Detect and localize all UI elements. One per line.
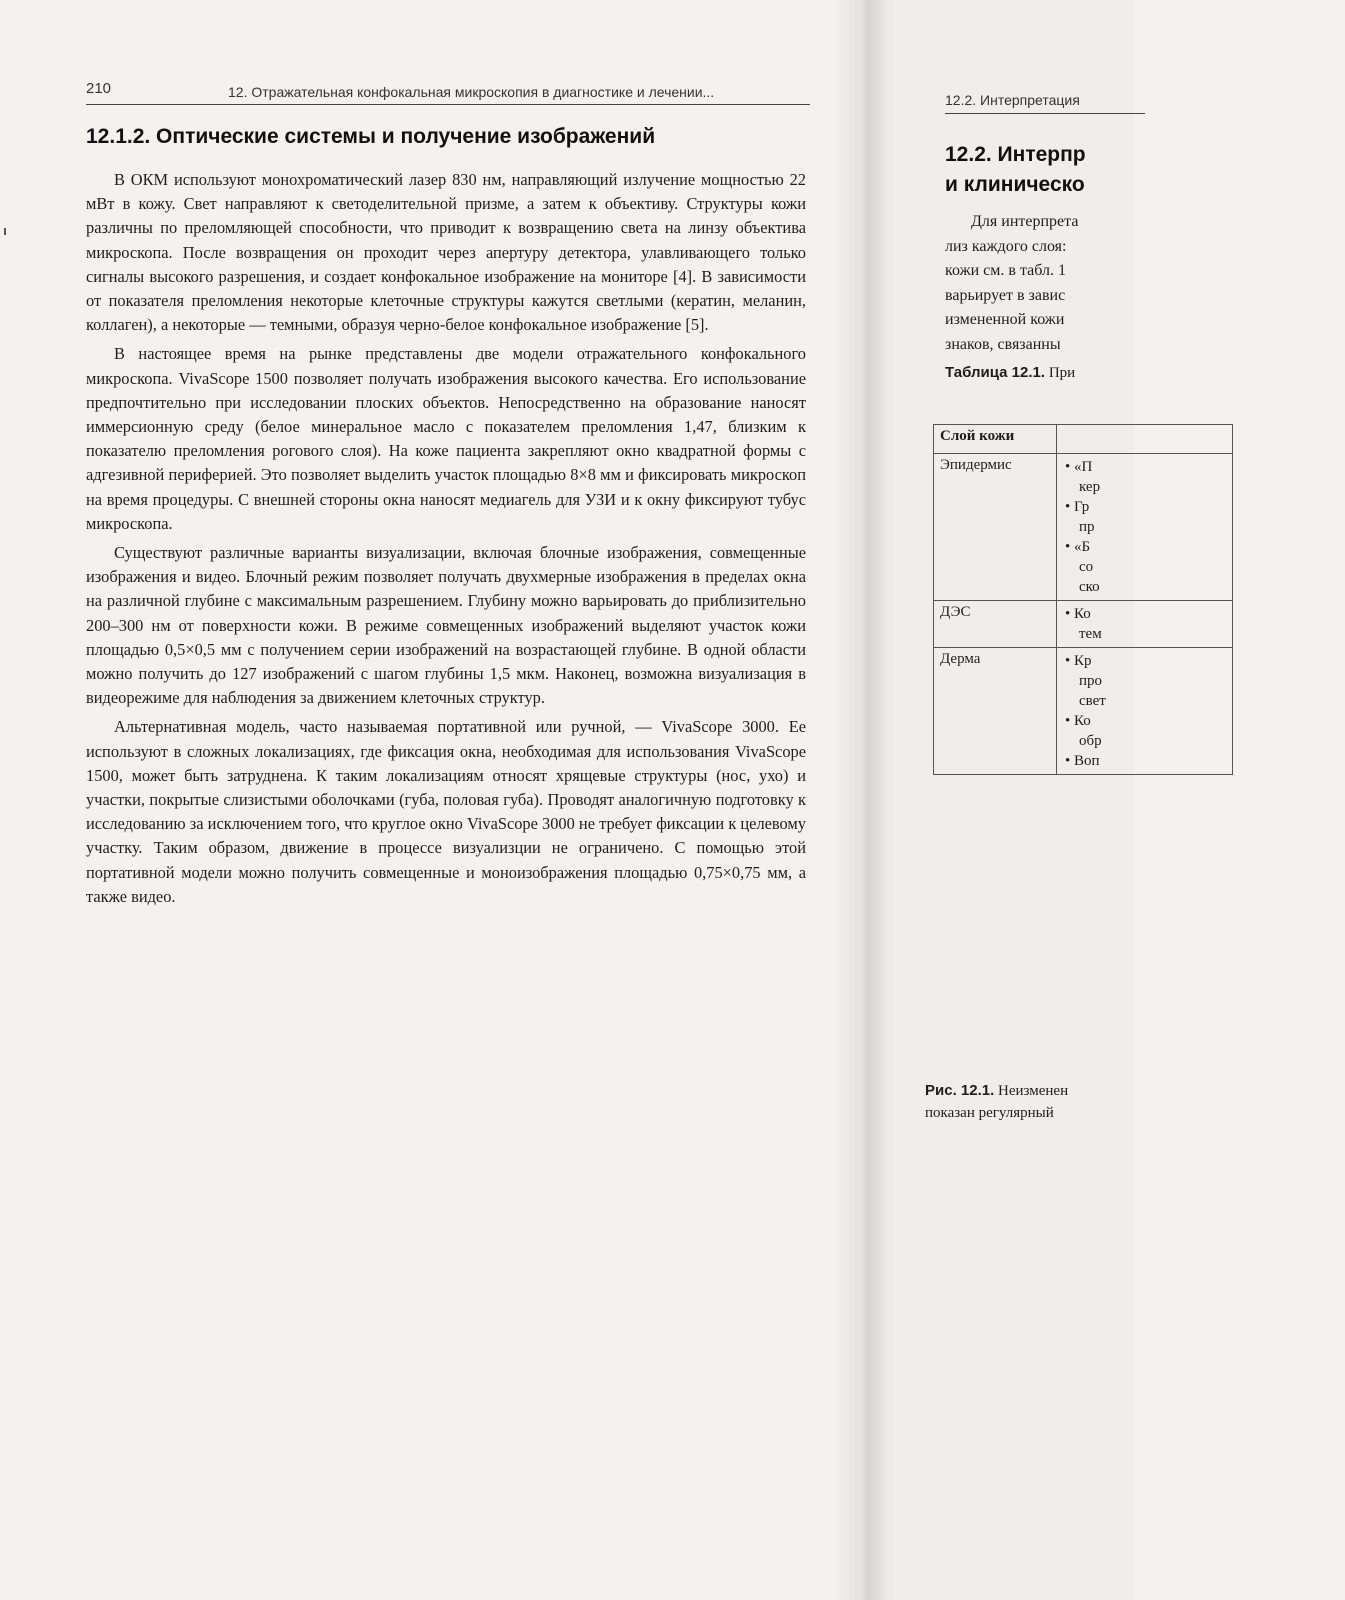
paragraph: В ОКМ используют монохроматический лазер 830 нм, направляющий излучение мощностью 22 мВт в кожу. Свет направляют к светоделительной призме, а затем к объективу. Структуры кожи различны по преломляющей способности, что приводит к возвращению света на линзу объектива микроскопа. После возвращения он проходит через апертуру детектора, улавливающего только сигналы высокого разрешения, и создает конфокальное изображение на мониторе [4]. В зависимости от показателя преломления некоторые клеточные структуры кажутся светлыми (кератин, меланин, коллаген), а некоторые — темными, образуя черно-белое конфокальное изображение [5]. xyxy=(86,170,806,335)
figure-caption-text: Неизменен xyxy=(998,1083,1069,1099)
paragraph: Существуют различные варианты визуализации, включая блочные изображения, совмещенные изображения и видео. Блочный режим позволяет получать двухмерные изображения в пределах окна на различной глубине с максимальным разрешением. Глубину можно варьировать до приблизительно 200–300 нм от поверхности кожи. В режиме совмещенных изображений выделяют участок кожи площадью 0,5×0,5 мм с получением серии изображений на возрастающей глубине. В одной области можно получить до 127 изображений с шагом глубины 1,5 мкм. Наконец, возможна визуализация в видеорежиме для наблюдения за движением клеточных структур. xyxy=(86,543,806,708)
feature-item: • Воп xyxy=(1065,753,1100,769)
text-line: измененной кожи xyxy=(945,311,1065,328)
right-paragraph xyxy=(945,210,1345,357)
table-header-cell: Слой кожи xyxy=(934,425,1057,454)
text-line: Для интерпрета xyxy=(971,213,1079,230)
title-line: и клиническо xyxy=(945,173,1085,196)
layer-cell: Дерма xyxy=(934,648,1057,775)
layer-cell: Эпидермис xyxy=(934,454,1057,601)
table-caption-text: При xyxy=(1048,365,1076,381)
title-line: 12.2. Интерпр xyxy=(945,143,1086,166)
features-cell xyxy=(1057,601,1233,648)
table-header-row xyxy=(934,425,1233,454)
table-row xyxy=(934,454,1233,601)
header-rule xyxy=(86,104,810,105)
feature-item: кер xyxy=(1079,479,1101,495)
feature-item: со xyxy=(1079,559,1094,575)
feature-item: тем xyxy=(1079,626,1102,642)
text-line: кожи см. в табл. 1 xyxy=(945,262,1066,279)
page-fold-shadow xyxy=(835,0,895,1600)
feature-item: • «П xyxy=(1065,459,1093,475)
figure-caption xyxy=(925,1080,1325,1124)
feature-item: свет xyxy=(1079,693,1106,709)
right-section-title xyxy=(945,140,1345,200)
right-running-head: 12.2. Интерпретация xyxy=(945,92,1080,108)
features-cell xyxy=(1057,454,1233,601)
margin-mark xyxy=(4,228,6,235)
figure-caption-line: показан регулярный xyxy=(925,1105,1054,1121)
layer-cell: ДЭС xyxy=(934,601,1057,648)
table-header-cell-empty xyxy=(1057,425,1233,454)
feature-item: • Кр xyxy=(1065,653,1092,669)
body-text xyxy=(86,168,806,914)
feature-item: обр xyxy=(1079,733,1102,749)
section-title: 12.1.2. Оптические системы и получение изображений xyxy=(86,125,656,148)
text-line: варьирует в завис xyxy=(945,286,1066,304)
feature-item: про xyxy=(1079,673,1103,689)
text-line: лиз каждого слоя: xyxy=(945,237,1067,255)
table-row xyxy=(934,601,1233,648)
paragraph: Альтернативная модель, часто называемая портативной или ручной, — VivaScope 3000. Ее используют в сложных локализациях, где фиксация окна, необходимая для использования VivaScope 1500, может быть затруднена. К таким локализациям относят хрящевые структуры (нос, ухо) и участки, покрытые слизистыми оболочками (губа, половая губа). Проводят аналогичную подготовку к исследованию за исключением того, что круглое окно VivaScope 3000 не требует фиксации к целевому участку. Таким образом, движение в процессе визуализции не ограничено. С помощью этой портативной модели можно получить совмещенные и моноизображения площадью 0,75×0,75 мм, а также видео. xyxy=(86,717,806,906)
page-number: 210 xyxy=(86,80,112,97)
skin-layer-table xyxy=(933,424,1233,775)
table-caption xyxy=(945,364,1075,382)
feature-item: ско xyxy=(1079,579,1100,595)
table-caption-label: Таблица 12.1. xyxy=(945,364,1046,381)
table-row xyxy=(934,648,1233,775)
right-header-rule xyxy=(945,113,1145,114)
feature-item: пр xyxy=(1079,519,1095,535)
feature-item: • Гр xyxy=(1065,499,1090,515)
feature-item: • Ко xyxy=(1065,606,1091,622)
text-line: знаков, связанны xyxy=(945,335,1061,353)
paragraph: В настоящее время на рынке представлены две модели отражательного конфокального микроскопа. VivaScope 1500 позволяет получать изображения высокого качества. Его использование предпочтительно при исследовании плоских объектов. Непосредственно на образование наносят иммерсионную среду (белое минеральное масло с показателем преломления 1,47, близким к показателю преломления рогового слоя). На коже пациента закрепляют окно квадратной формы с адгезивной периферией. Это позволяет выделить участок площадью 8×8 мм и фиксировать микроскоп на время процедуры. С внешней стороны окна наносят медиагель для УЗИ и к окну фиксируют тубус микроскопа. xyxy=(86,344,806,533)
figure-caption-label: Рис. 12.1. xyxy=(925,1082,995,1099)
feature-item: • Ко xyxy=(1065,713,1091,729)
feature-item: • «Б xyxy=(1065,539,1091,555)
right-page xyxy=(925,0,1133,1600)
running-head: 12. Отражательная конфокальная микроскопия в диагностике и лечении... xyxy=(228,84,715,100)
features-cell xyxy=(1057,648,1233,775)
